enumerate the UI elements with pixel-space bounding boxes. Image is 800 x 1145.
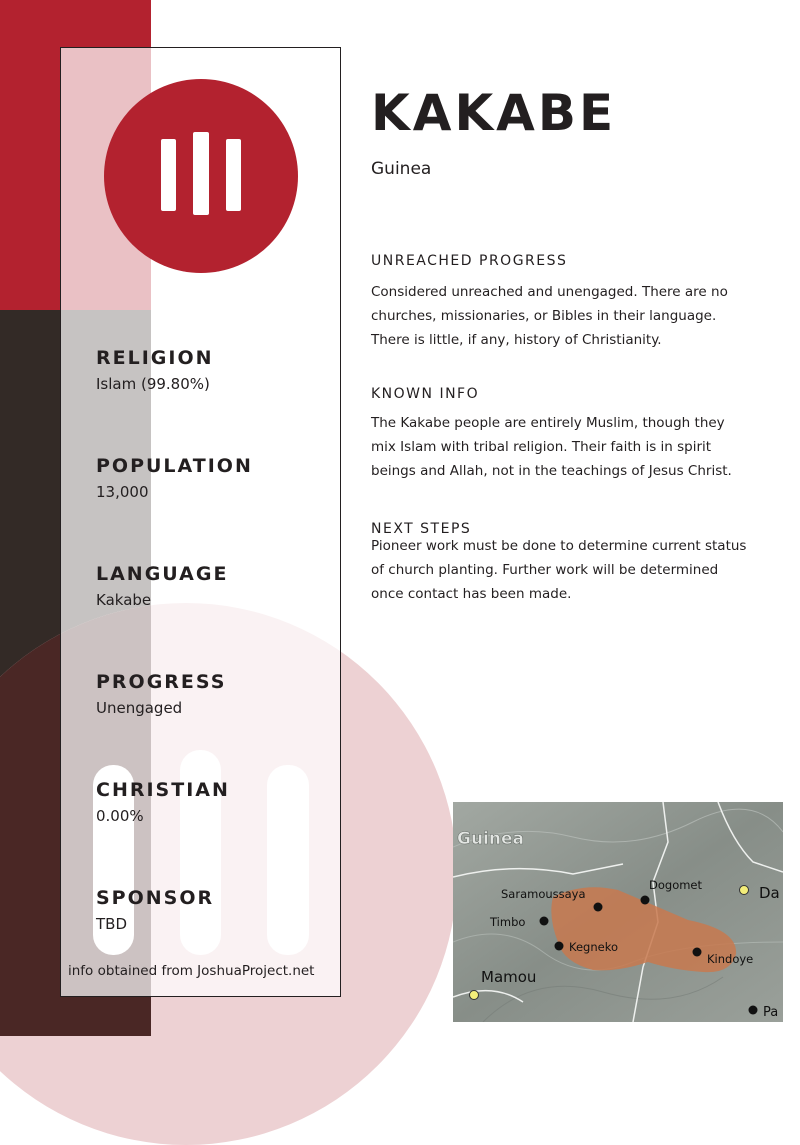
- map-label-guinea: Guinea: [457, 829, 524, 849]
- religion-label: RELIGION: [96, 347, 214, 369]
- map-label-da: Da: [759, 884, 780, 902]
- christian-label: CHRISTIAN: [96, 779, 230, 801]
- known-info-body: The Kakabe people are entirely Muslim, though they mix Islam with tribal religion. Their faith is in spirit beings and Allah, not in the teachings of Jesus Christ.: [371, 415, 732, 479]
- next-steps-heading: NEXT STEPS: [371, 521, 472, 537]
- population-label: POPULATION: [96, 455, 253, 477]
- country-subtitle: Guinea: [371, 159, 432, 179]
- region-map: [453, 802, 783, 1022]
- christian-value: 0.00%: [96, 807, 144, 825]
- language-value: Kakabe: [96, 591, 152, 609]
- page-title: KAKABE: [371, 84, 617, 142]
- known-info-heading: KNOWN INFO: [371, 386, 480, 402]
- region-map-graphic: [453, 802, 783, 1022]
- map-label-kegneko: Kegneko: [569, 940, 618, 954]
- progress-label: PROGRESS: [96, 671, 227, 693]
- unreached-progress-heading: UNREACHED PROGRESS: [371, 253, 568, 269]
- map-label-pa: Pa: [763, 1005, 779, 1020]
- population-value: 13,000: [96, 483, 149, 501]
- map-label-saramoussaya: Saramoussaya: [501, 887, 586, 901]
- sponsor-value: TBD: [96, 915, 128, 933]
- progress-value: Unengaged: [96, 699, 183, 717]
- language-label: LANGUAGE: [96, 563, 229, 585]
- unreached-progress-body: Considered unreached and unengaged. There are no churches, missionaries, or Bibles in their language. There is little, if any, history of Christianity.: [371, 284, 728, 348]
- religion-value: Islam (99.80%): [96, 375, 210, 393]
- sponsor-label: SPONSOR: [96, 887, 215, 909]
- map-label-mamou: Mamou: [481, 968, 537, 986]
- bars-logo-icon: [104, 79, 298, 273]
- source-note: info obtained from JoshuaProject.net: [68, 963, 315, 979]
- map-label-timbo: Timbo: [490, 915, 526, 929]
- map-label-dogomet: Dogomet: [649, 878, 703, 892]
- map-label-kindoye: Kindoye: [707, 952, 754, 966]
- next-steps-body: Pioneer work must be done to determine current status of church planting. Further work will be determined once contact has been made.: [371, 538, 747, 602]
